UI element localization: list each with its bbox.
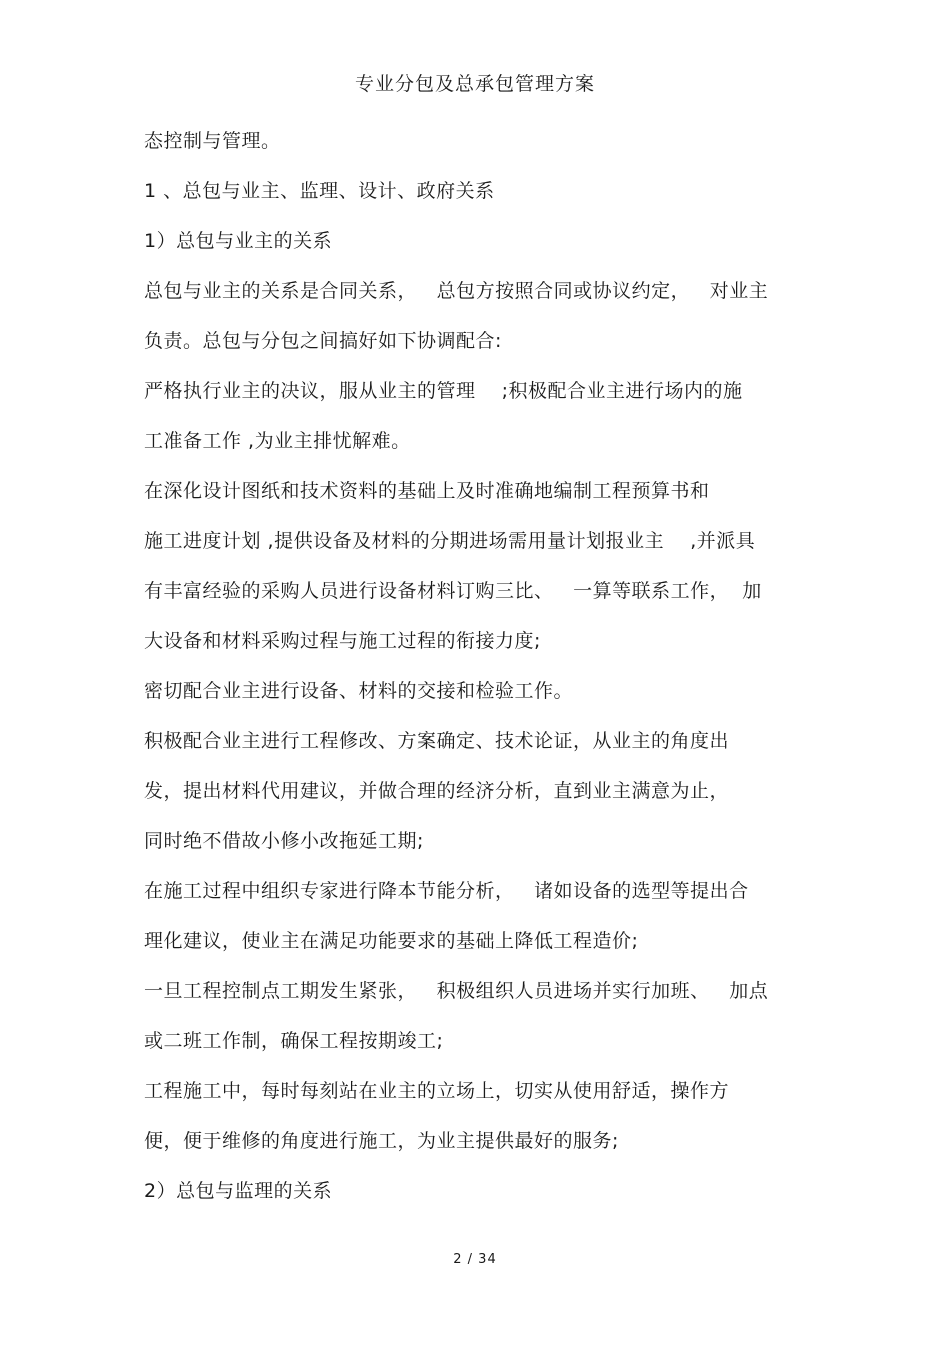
section-heading: 1 、总包与业主、监理、设计、政府关系	[144, 180, 495, 202]
paragraph-line: 态控制与管理。	[144, 130, 281, 152]
paragraph-line: 大设备和材料采购过程与施工过程的衔接力度;	[144, 630, 541, 652]
paragraph-line: 密切配合业主进行设备、材料的交接和检验工作。	[144, 680, 574, 702]
paragraph-line: 在深化设计图纸和技术资料的基础上及时准确地编制工程预算书和	[144, 480, 710, 502]
paragraph-line: 理化建议，使业主在满足功能要求的基础上降低工程造价;	[144, 930, 639, 952]
paragraph-line: 负责。总包与分包之间搞好如下协调配合:	[144, 330, 502, 352]
paragraph-line: 工准备工作 ,为业主排忧解难。	[144, 430, 411, 452]
paragraph-line: 施工进度计划 ,提供设备及材料的分期进场需用量计划报业主 ,并派具	[144, 530, 756, 552]
paragraph-line: 有丰富经验的采购人员进行设备材料订购三比、 一算等联系工作， 加	[144, 580, 762, 602]
document-body	[144, 126, 824, 1226]
page-number: 2 / 34	[453, 1252, 497, 1267]
paragraph-line: 积极配合业主进行工程修改、方案确定、技术论证，从业主的角度出	[144, 730, 730, 752]
paragraph-line: 工程施工中，每时每刻站在业主的立场上，切实从使用舒适，操作方	[144, 1080, 730, 1102]
paragraph-line: 同时绝不借故小修小改拖延工期;	[144, 830, 424, 852]
paragraph-line: 一旦工程控制点工期发生紧张， 积极组织人员进场并实行加班、 加点	[144, 980, 769, 1002]
paragraph-line: 或二班工作制，确保工程按期竣工;	[144, 1030, 444, 1052]
paragraph-line: 在施工过程中组织专家进行降本节能分析， 诸如设备的选型等提出合	[144, 880, 749, 902]
paragraph-line: 严格执行业主的决议，服从业主的管理 ;积极配合业主进行场内的施	[144, 380, 743, 402]
page-title: 专业分包及总承包管理方案	[354, 73, 595, 95]
subsection-heading: 2）总包与监理的关系	[144, 1180, 333, 1202]
paragraph-line: 总包与业主的关系是合同关系， 总包方按照合同或协议约定， 对业主	[144, 280, 769, 302]
paragraph-line: 发，提出材料代用建议，并做合理的经济分析，直到业主满意为止，	[144, 780, 730, 802]
paragraph-line: 便，便于维修的角度进行施工，为业主提供最好的服务;	[144, 1130, 619, 1152]
subsection-heading: 1）总包与业主的关系	[144, 230, 333, 252]
